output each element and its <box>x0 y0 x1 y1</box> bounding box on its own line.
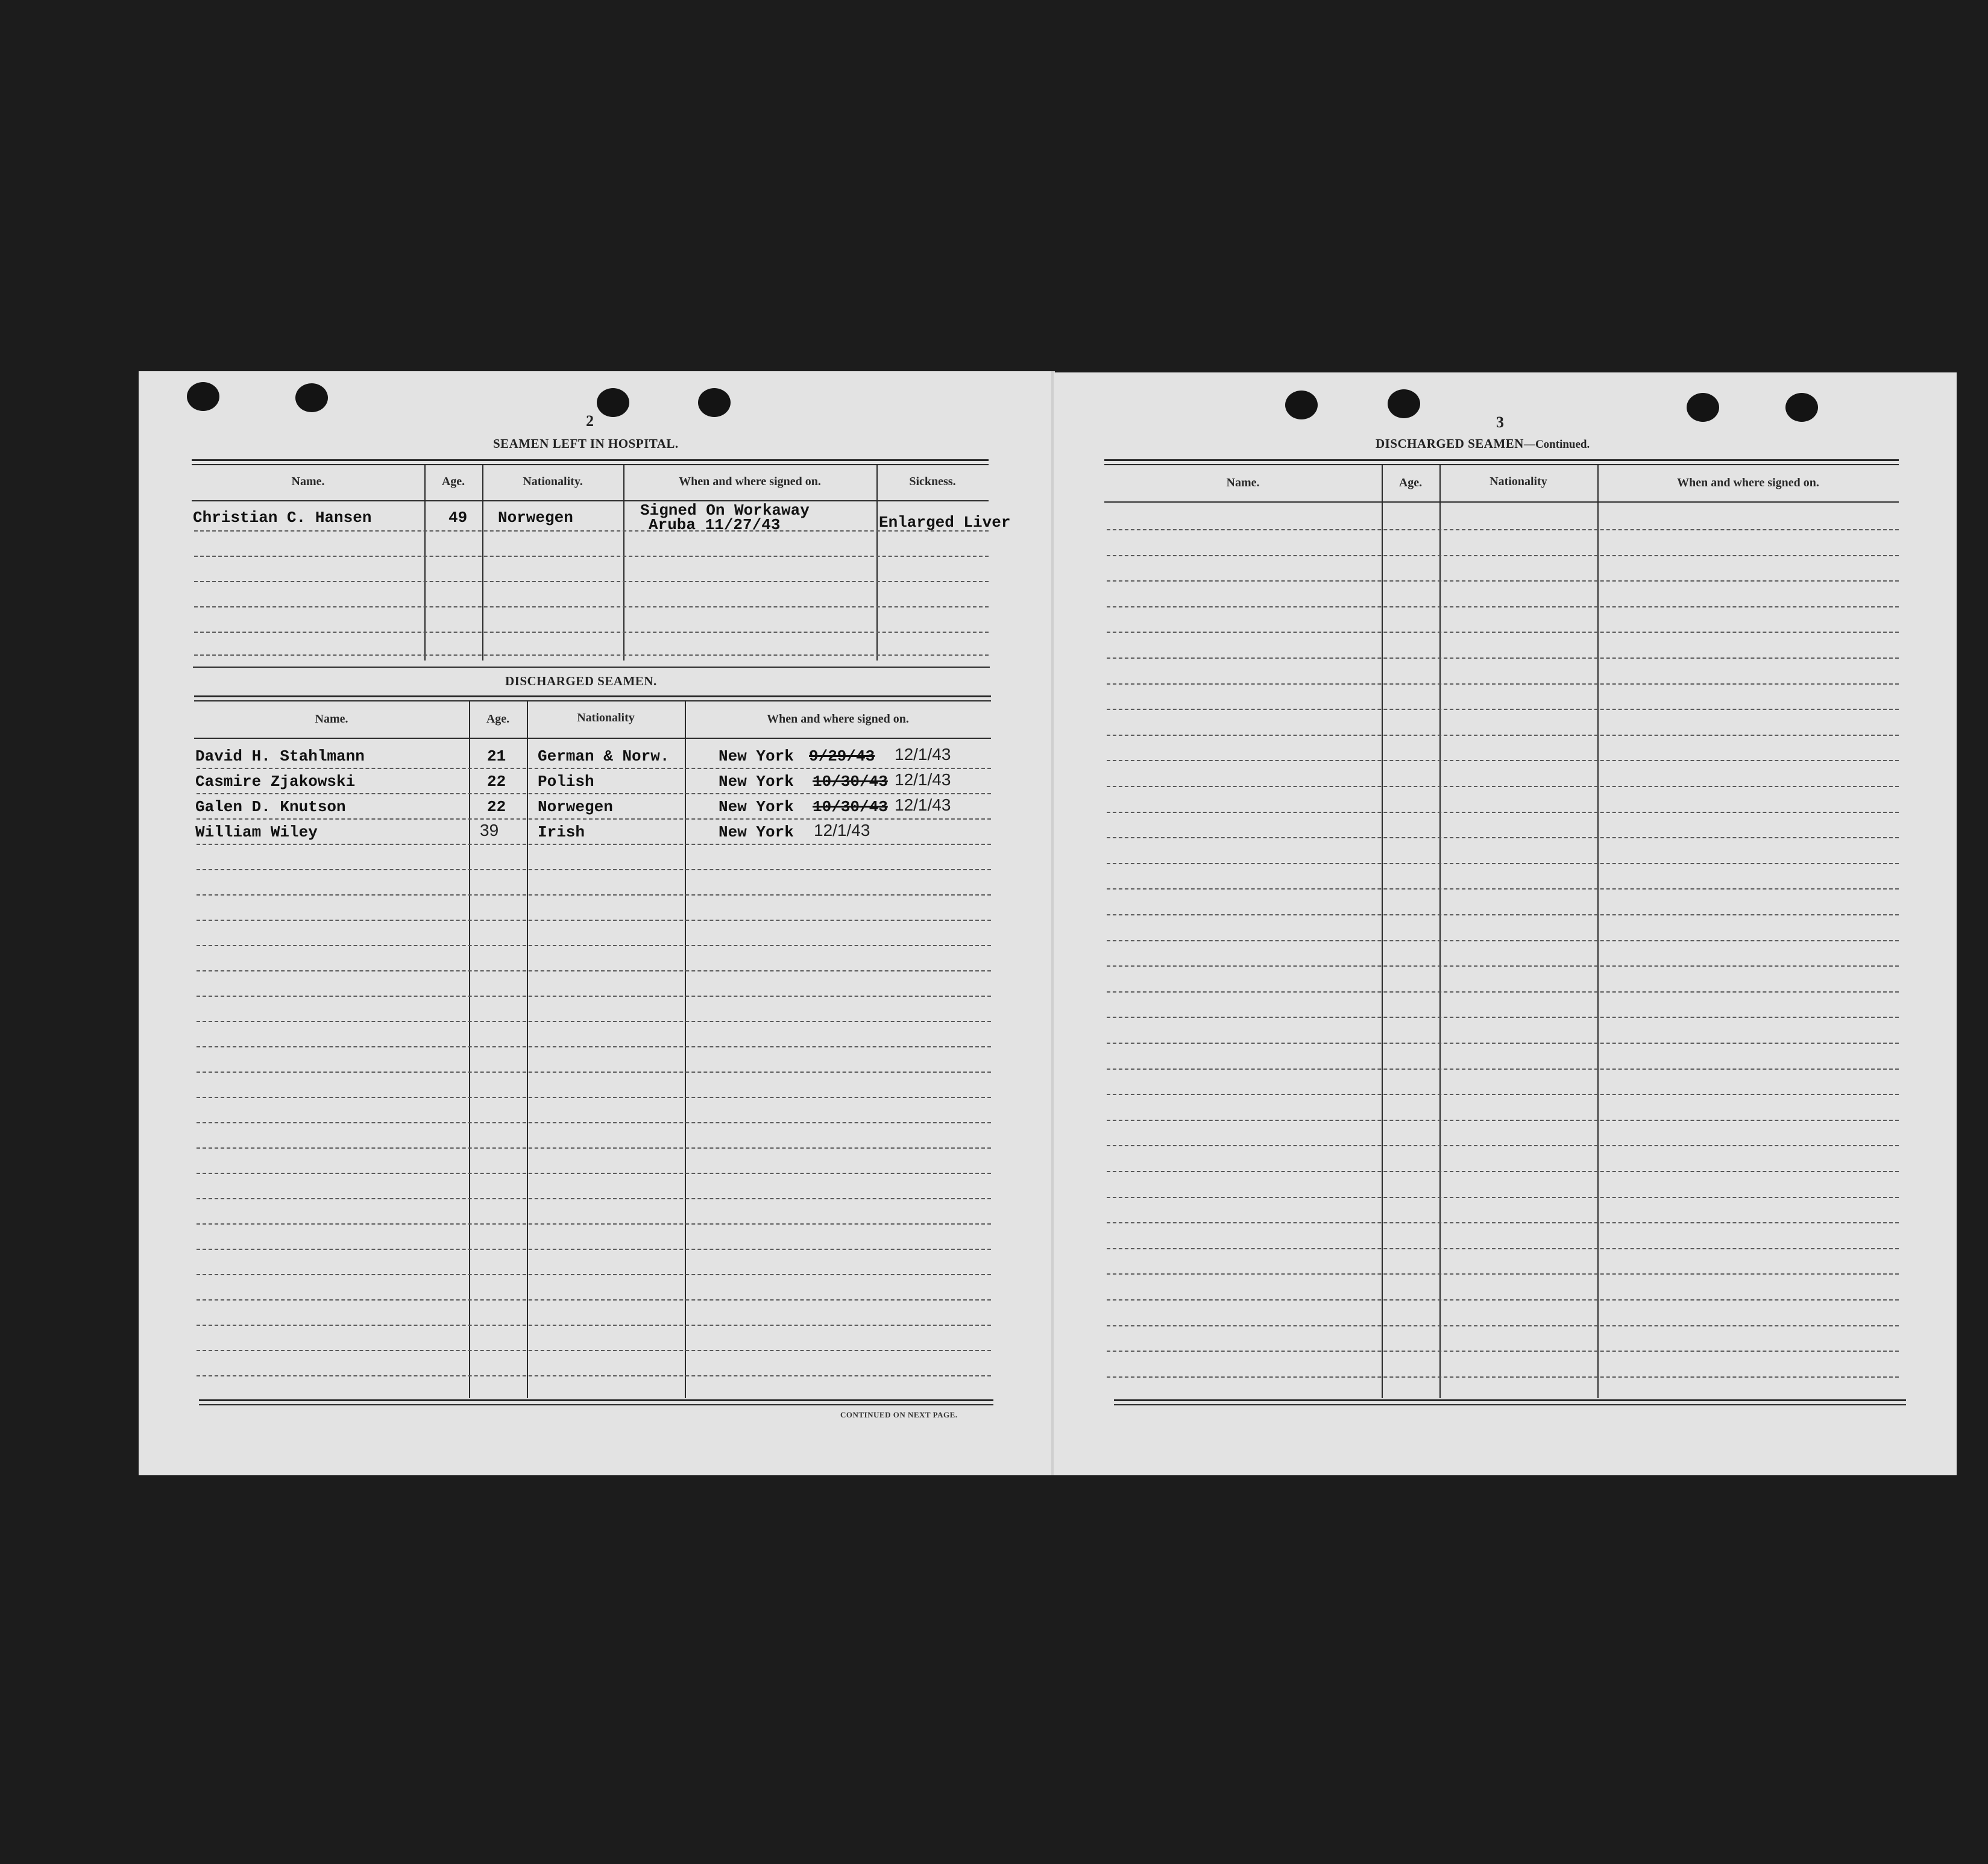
hospital-section-title: SEAMEN LEFT IN HOSPITAL. <box>493 436 679 451</box>
ruled-line <box>197 1072 991 1073</box>
hospital-row-signed-on-line2: Aruba 11/27/43 <box>649 516 781 534</box>
hospital-row-sickness: Enlarged Liver <box>879 513 1011 532</box>
ruled-line <box>197 1249 991 1250</box>
ruled-line <box>1107 1273 1899 1275</box>
ruled-line <box>1107 657 1899 659</box>
ruled-line <box>197 1198 991 1199</box>
ruled-line <box>1107 1351 1899 1352</box>
ruled-line <box>197 1046 991 1047</box>
hospital-row-signed-on-line1: Signed On Workaway <box>640 501 810 519</box>
discharged-row-nationality: Norwegen <box>538 798 613 816</box>
ruled-line <box>1107 837 1899 838</box>
discharged-row-new-date: 12/1/43 <box>895 770 951 789</box>
right-page <box>1054 372 1957 1475</box>
discharged-row-old-date: 9/29/43 <box>809 747 875 765</box>
continued-note: CONTINUED ON NEXT PAGE. <box>840 1410 958 1419</box>
ruled-line <box>1107 606 1899 607</box>
punch-hole <box>1285 391 1318 419</box>
ruled-line <box>1107 1197 1899 1198</box>
discharged-row-age: 22 <box>487 798 506 816</box>
ruled-line <box>1107 863 1899 864</box>
discharged-row-old-date: 10/30/43 <box>813 798 888 816</box>
ruled-line <box>197 869 991 870</box>
col-head-age: Age. <box>1398 476 1423 489</box>
ruled-line <box>197 1021 991 1022</box>
ruled-line <box>1107 632 1899 633</box>
discharged-row-name: Galen D. Knutson <box>195 798 346 816</box>
ruled-line <box>1107 812 1899 813</box>
ruled-line <box>197 818 991 820</box>
discharged-row-age: 21 <box>487 747 506 765</box>
ruled-line <box>1107 965 1899 967</box>
col-head-age: Age. <box>441 475 465 488</box>
punch-hole <box>1687 393 1719 422</box>
discharged-row-age: 39 <box>480 821 499 839</box>
discharged-row-name: David H. Stahlmann <box>195 747 365 765</box>
ruled-line <box>1107 1325 1899 1326</box>
discharged-row-place: New York <box>719 773 794 791</box>
col-head-nationality: Nationality <box>1489 475 1547 488</box>
ruled-line <box>1107 1069 1899 1070</box>
ruled-line <box>1107 1120 1899 1121</box>
col-head-name: Name. <box>315 712 348 726</box>
left-page <box>139 371 1054 1475</box>
punch-hole <box>698 388 731 417</box>
col-head-signed-on: When and where signed on. <box>679 475 821 488</box>
ruled-line <box>1107 1222 1899 1223</box>
ruled-line <box>1107 1094 1899 1095</box>
discharged-row-place: New York <box>719 747 794 765</box>
ruled-line <box>1107 888 1899 890</box>
ruled-line <box>1107 1171 1899 1172</box>
hospital-row-age: 49 <box>448 509 468 527</box>
discharged-row-name: Casmire Zjakowski <box>195 773 356 791</box>
ruled-line <box>197 1097 991 1098</box>
ruled-line <box>197 1122 991 1123</box>
punch-hole <box>1785 393 1818 422</box>
col-head-sickness: Sickness. <box>909 475 956 488</box>
discharged-row-nationality: German & Norw. <box>538 747 670 765</box>
ruled-line <box>197 1223 991 1225</box>
title-continued: —Continued. <box>1523 438 1590 451</box>
ruled-line <box>197 844 991 845</box>
col-head-signed-on: When and where signed on. <box>767 712 909 726</box>
col-head-nationality: Nationality. <box>523 475 583 488</box>
ruled-line <box>197 1147 991 1149</box>
discharged-row-new-date: 12/1/43 <box>895 745 951 764</box>
ruled-line <box>1107 683 1899 685</box>
ruled-line <box>197 1299 991 1301</box>
discharged-row-new-date: 12/1/43 <box>814 821 870 839</box>
title-main: DISCHARGED SEAMEN <box>1376 436 1524 451</box>
ruled-line <box>1107 709 1899 710</box>
ruled-line <box>1107 1248 1899 1249</box>
col-head-age: Age. <box>486 712 510 726</box>
ruled-line <box>1107 1017 1899 1018</box>
ruled-line <box>197 920 991 921</box>
discharged-row-age: 22 <box>487 773 506 791</box>
col-head-name: Name. <box>1226 476 1260 489</box>
ruled-line <box>197 970 991 971</box>
punch-hole <box>187 382 219 411</box>
ruled-line <box>197 768 991 769</box>
discharged-section-title: DISCHARGED SEAMEN. <box>505 674 657 688</box>
ruled-line <box>1107 940 1899 941</box>
ruled-line <box>197 1325 991 1326</box>
ruled-line <box>197 1350 991 1351</box>
ruled-line <box>1107 1043 1899 1044</box>
hospital-row-name: Christian C. Hansen <box>193 509 372 527</box>
ruled-line <box>197 793 991 794</box>
hospital-row-nationality: Norwegen <box>498 509 573 527</box>
ruled-line <box>1107 760 1899 761</box>
ruled-line <box>1107 1376 1899 1378</box>
discharged-row-name: William Wiley <box>195 823 318 841</box>
page-number: 2 <box>586 412 594 430</box>
discharged-continued-title <box>1376 436 1590 451</box>
discharged-row-place: New York <box>719 798 794 816</box>
ruled-line <box>1107 555 1899 556</box>
ruled-line <box>1107 735 1899 736</box>
discharged-row-nationality: Polish <box>538 773 594 791</box>
ruled-line <box>1107 991 1899 993</box>
ruled-line <box>1107 1145 1899 1146</box>
ruled-line <box>1107 1299 1899 1301</box>
discharged-row-old-date: 10/30/43 <box>813 773 888 791</box>
ruled-line <box>1107 580 1899 582</box>
punch-hole <box>1388 389 1420 418</box>
ruled-line <box>1107 914 1899 915</box>
page-number: 3 <box>1496 413 1504 431</box>
punch-hole <box>597 388 629 417</box>
discharged-row-place: New York <box>719 823 794 841</box>
ruled-line <box>197 1375 991 1376</box>
col-head-name: Name. <box>291 475 325 488</box>
ruled-line <box>197 1173 991 1174</box>
col-head-signed-on: When and where signed on. <box>1677 476 1819 489</box>
discharged-row-nationality: Irish <box>538 823 585 841</box>
ruled-line <box>1107 529 1899 530</box>
ruled-line <box>197 996 991 997</box>
punch-hole <box>295 383 328 412</box>
discharged-row-new-date: 12/1/43 <box>895 795 951 814</box>
col-head-nationality: Nationality <box>577 711 635 724</box>
ruled-line <box>1107 786 1899 787</box>
ruled-line <box>197 894 991 896</box>
ruled-line <box>197 945 991 946</box>
ruled-line <box>197 1274 991 1275</box>
